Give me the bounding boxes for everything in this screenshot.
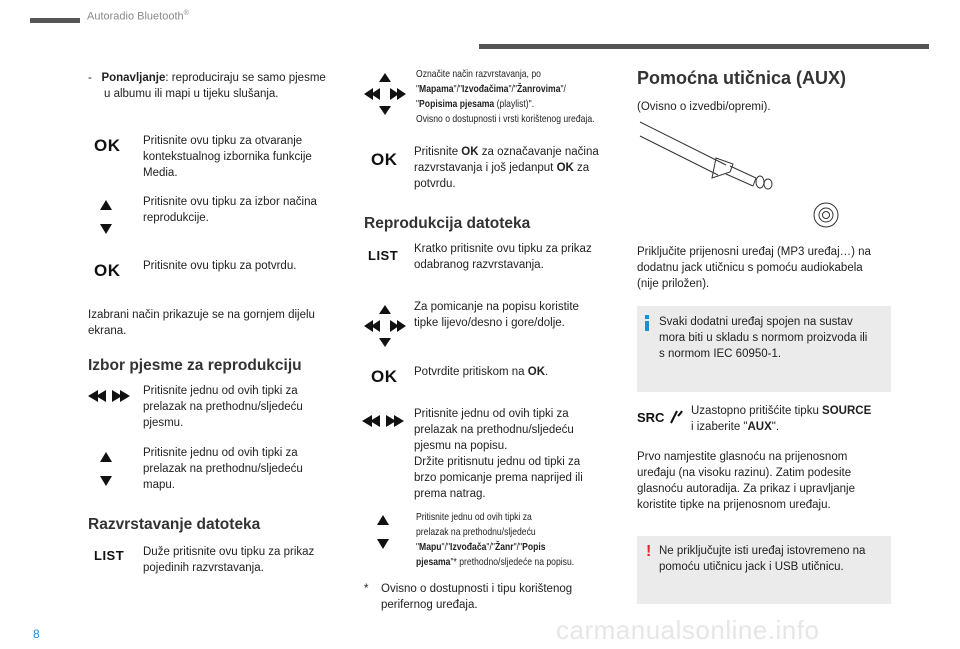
heading-aux: Pomoćna utičnica (AUX)	[637, 68, 847, 88]
ok4-text: Potvrdite pritiskom na OK.	[414, 366, 549, 378]
warning-icon: !	[646, 543, 652, 560]
ok-icon: OK	[371, 367, 398, 386]
ok-icon: OK	[94, 261, 121, 280]
list-icon: LIST	[368, 248, 399, 263]
ok2-text: Pritisnite ovu tipku za potvrdu.	[143, 260, 297, 272]
nav2-text: Za pomicanje na popisu koristite tipke lijevo/desno i gore/dolje.	[414, 301, 579, 329]
heading-file-sort: Razvrstavanje datoteka	[88, 516, 261, 533]
src-phone-icon: SRC	[637, 409, 683, 427]
header-bar-right	[479, 44, 929, 49]
watermark: carmanualsonline.info	[556, 615, 820, 645]
header-title: Autoradio Bluetooth®	[87, 10, 189, 23]
four-way-arrow-icon	[364, 73, 406, 115]
arrow-updown-icon	[99, 452, 113, 486]
ud3-text: Pritisnite jednu od ovih tipki za prelazak na prethodnu/sljedeću "Mapu"/"Izvođača"/"Žanr"/"Popis pjesama"* prethodno/sljedeće na popisu.	[416, 511, 575, 568]
aux-socket-icon	[812, 201, 840, 229]
warning-box-text: Ne priključujte isti uređaj istovremeno na pomoću utičnicu jack i USB utičnicu.	[659, 545, 866, 573]
repeat-bullet: - Ponavljanje: reproduciraju se samo pjesme	[88, 72, 326, 84]
heading-song-select: Izbor pjesme za reprodukciju	[88, 357, 302, 374]
ok3-text: Pritisnite OK za označavanje načina razvrstavanja i još jedanput OK za potvrdu.	[414, 146, 599, 190]
ok1-text: Pritisnite ovu tipku za otvaranje kontekstualnog izbornika funkcije Media.	[143, 135, 312, 179]
list-icon: LIST	[94, 548, 125, 563]
display-paragraph: Izabrani način prikazuje se na gornjem dijelu ekrana.	[88, 309, 315, 337]
lr2-text: Pritisnite jednu od ovih tipki za prelazak na prethodnu/sljedeću pjesmu na popisu. Držite pritisnutu jednu od tipki za brzo pomicanje prema naprijed ili prema natrag.	[414, 408, 583, 500]
ok-icon: OK	[371, 150, 398, 169]
list2-text: Kratko pritisnite ovu tipku za prikaz odabranog razvrstavanja.	[414, 243, 592, 271]
connect-text: Priključite prijenosni uređaj (MP3 uređaj…) na dodatnu jack utičnicu s pomoću audiokabela (nije priložen).	[637, 246, 871, 290]
sort-method-text: Označite način razvrstavanja, po "Mapama"/"Izvođačima"/"Žanrovima"/ "Popisima pjesama (playlist)". Ovisno o dostupnosti i vrsti korištenog uređaja.	[416, 68, 595, 125]
arrow-leftright-icon	[362, 415, 404, 427]
jack-plug-icon	[638, 120, 838, 230]
arrow-updown-icon	[376, 515, 390, 549]
aux-depends: (Ovisno o izvedbi/opremi).	[637, 101, 771, 113]
updown1-text: Pritisnite ovu tipku za izbor načina reprodukcije.	[143, 196, 317, 224]
info-icon	[645, 315, 649, 331]
ok-icon: OK	[94, 136, 121, 155]
src-text: Uzastopno pritišćite tipku SOURCE i izaberite "AUX".	[691, 405, 872, 433]
four-way-arrow-icon	[364, 305, 406, 347]
warning-box	[637, 536, 891, 604]
info-box	[637, 306, 891, 392]
ud2-text: Pritisnite jednu od ovih tipki za prelazak na prethodnu/sljedeću mapu.	[143, 447, 303, 491]
footnote-star: *	[364, 583, 369, 595]
footnote-text: Ovisno o dostupnosti i tipu korištenog perifernog uređaja.	[381, 583, 573, 611]
header-bar-left	[30, 18, 80, 23]
lr1-text: Pritisnite jednu od ovih tipki za prelazak na prethodnu/sljedeću pjesmu.	[143, 385, 303, 429]
arrow-updown-icon	[99, 200, 113, 234]
repeat-bullet-line2: u albumu ili mapi u tijeku slušanja.	[104, 88, 279, 100]
arrow-leftright-icon	[88, 390, 130, 402]
heading-file-playback: Reprodukcija datoteka	[364, 215, 531, 232]
volume-text: Prvo namjestite glasnoću na prijenosnom uređaju (na visoku razinu). Zatim podesite glasnoću autoradija. Za prikaz i upravljanje koristite tipke na prijenosnom uređaju.	[637, 451, 855, 511]
info-box-text: Svaki dodatni uređaj spojen na sustav mora biti u skladu s normom proizvoda ili s normom IEC 60950-1.	[659, 316, 868, 360]
page-number: 8	[33, 627, 40, 641]
list1-text: Duže pritisnite ovu tipku za prikaz pojedinih razvrstavanja.	[143, 546, 315, 574]
